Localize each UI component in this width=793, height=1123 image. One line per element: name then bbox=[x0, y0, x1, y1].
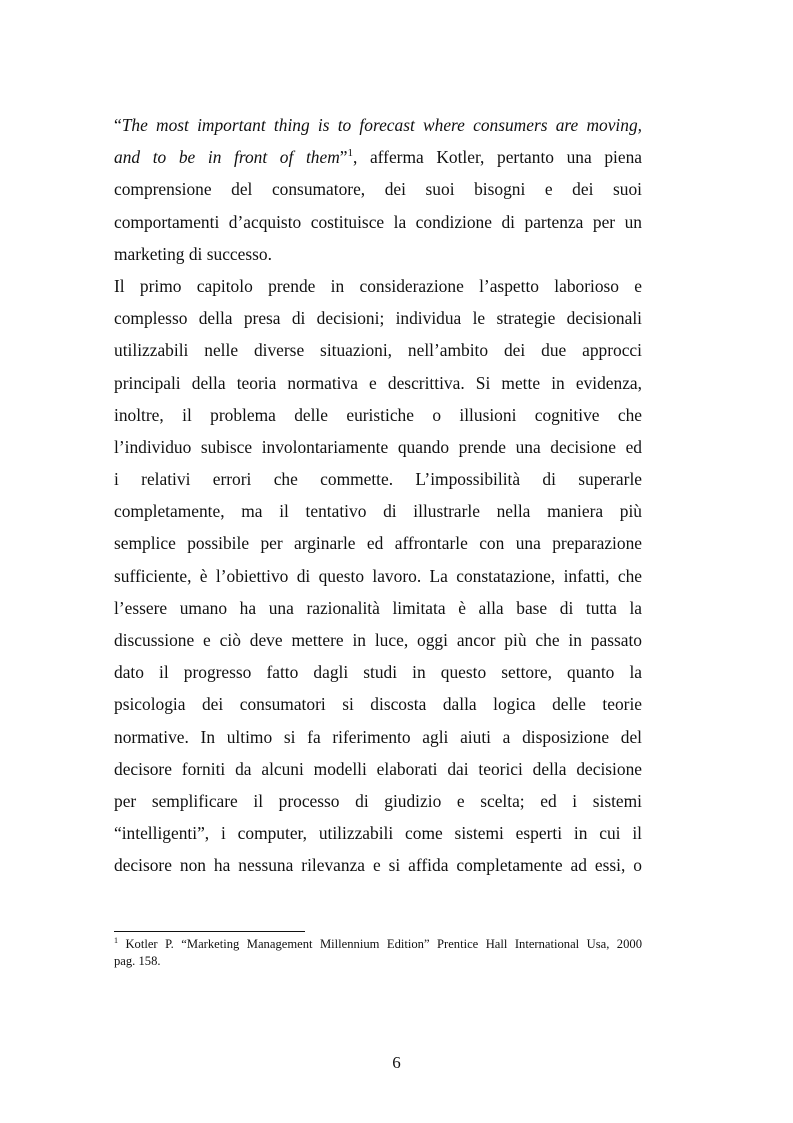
text-line: complesso della presa di decisioni; individua le strategie decisionali bbox=[114, 308, 642, 329]
text-line: discussione e ciò deve mettere in luce, oggi ancor più che in passato bbox=[114, 630, 642, 650]
text-line: decisore non ha nessuna rilevanza e si affida completamente ad essi, o bbox=[114, 855, 642, 876]
quote-open: “ bbox=[114, 115, 122, 135]
footnote-number: 1 bbox=[114, 936, 118, 945]
text-line: decisore forniti da alcuni modelli elaborati dai teorici della decisione bbox=[114, 758, 642, 779]
text-line: i relativi errori che commette. L’impossibilità di superarle bbox=[114, 469, 642, 490]
text-line: per semplificare il processo di giudizio e scelta; ed i sistemi bbox=[114, 790, 642, 811]
footnote-reference[interactable]: 1 bbox=[347, 147, 353, 160]
text-line bbox=[114, 141, 642, 173]
text-line: principali della teoria normativa e descrittiva. Si mette in evidenza, bbox=[114, 372, 642, 393]
text-line: dato il progresso fatto dagli studi in questo settore, quanto la bbox=[114, 662, 642, 683]
footnote-divider bbox=[114, 931, 305, 932]
text-line: utilizzabili nelle diverse situazioni, nell’ambito dei due approcci bbox=[114, 340, 642, 361]
body-text bbox=[114, 109, 642, 882]
quote-text-italic: and to be in front of them bbox=[114, 147, 340, 168]
page-number: 6 bbox=[392, 1053, 401, 1072]
text-line: semplice possibile per arginarle ed affrontarle con una preparazione bbox=[114, 533, 642, 554]
text-line bbox=[114, 109, 642, 141]
text-line: completamente, ma il tentativo di illustrarle nella maniera più bbox=[114, 501, 642, 522]
quote-text-italic: The most important thing is to forecast where consumers are moving, bbox=[121, 115, 642, 135]
text-line: inoltre, il problema delle euristiche o illusioni cognitive che bbox=[114, 404, 642, 425]
text-line: marketing di successo. bbox=[114, 243, 272, 264]
footnote-line bbox=[114, 936, 642, 953]
footnote-line: pag. 158. bbox=[114, 954, 161, 968]
text-line: “intelligenti”, i computer, utilizzabili come sistemi esperti in cui il bbox=[114, 823, 642, 844]
text-line: l’individuo subisce involontariamente quando prende una decisione ed bbox=[114, 436, 642, 457]
text-line: l’essere umano ha una razionalità limitata è alla base di tutta la bbox=[114, 597, 642, 618]
text-line: Il primo capitolo prende in considerazione l’aspetto laborioso e bbox=[114, 275, 642, 296]
footnote-text: Kotler P. “Marketing Management Millennium Edition” Prentice Hall International Usa, 2000 bbox=[125, 937, 642, 951]
text-line: normative. In ultimo si fa riferimento agli aiuti a disposizione del bbox=[114, 726, 642, 747]
footnote bbox=[114, 936, 642, 970]
text-line: comprensione del consumatore, dei suoi bisogni e dei suoi bbox=[114, 179, 642, 200]
text-line: sufficiente, è l’obiettivo di questo lavoro. La constatazione, infatti, che bbox=[114, 565, 642, 586]
quote-close: ” bbox=[339, 147, 348, 168]
text-line: comportamenti d’acquisto costituisce la condizione di partenza per un bbox=[114, 211, 642, 232]
text-segment: , afferma Kotler, pertanto una piena bbox=[353, 147, 642, 168]
text-line: psicologia dei consumatori si discosta dalla logica delle teorie bbox=[114, 694, 642, 715]
